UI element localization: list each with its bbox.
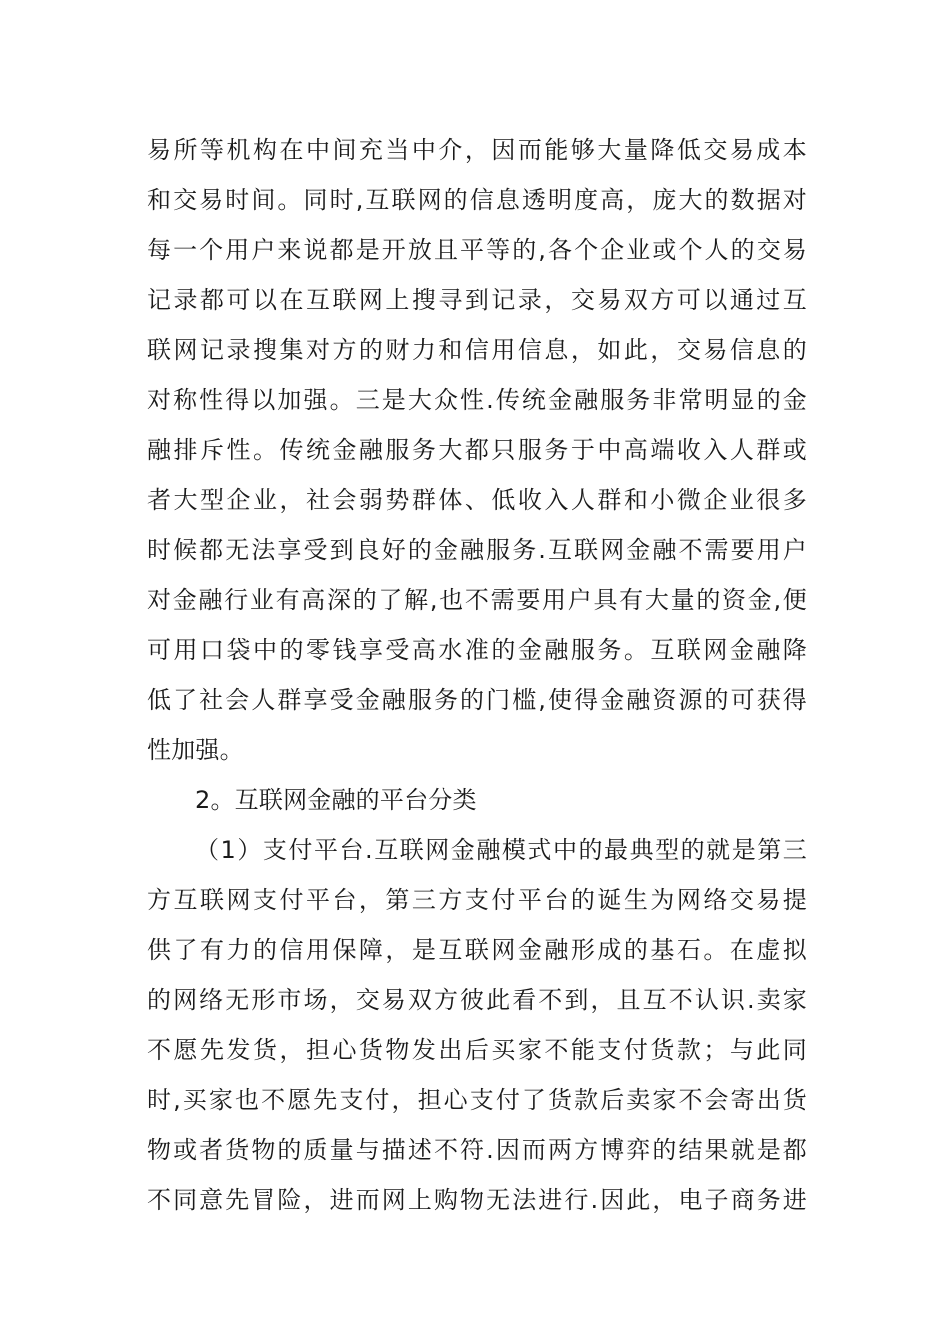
paragraph-2-line-2: 方互联网支付平台，第三方支付平台的诞生为网络交易提 (147, 886, 807, 914)
paragraph-2-line-7: 物或者货物的质量与描述不符.因而两方博弈的结果就是都 (147, 1136, 807, 1164)
paragraph-1-line-4: 记录都可以在互联网上搜寻到记录，交易双方可以通过互 (147, 286, 807, 314)
paragraph-1-line-11: 可用口袋中的零钱享受高水准的金融服务。互联网金融降 (147, 636, 807, 664)
paragraph-1-line-12: 低了社会人群享受金融服务的门槛,使得金融资源的可获得 (147, 686, 807, 714)
paragraph-1-line-1: 易所等机构在中间充当中介，因而能够大量降低交易成本 (147, 136, 807, 164)
paragraph-2-line-8: 不同意先冒险，进而网上购物无法进行.因此，电子商务进 (147, 1186, 807, 1214)
paragraph-1-line-2: 和交易时间。同时,互联网的信息透明度高，庞大的数据对 (147, 186, 807, 214)
paragraph-1-line-8: 者大型企业，社会弱势群体、低收入人群和小微企业很多 (147, 486, 807, 514)
paragraph-2-line-4: 的网络无形市场，交易双方彼此看不到，且互不认识.卖家 (147, 986, 807, 1014)
section-heading: 2。互联网金融的平台分类 (195, 786, 477, 814)
paragraph-1-line-13: 性加强。 (147, 736, 244, 764)
paragraph-1-line-10: 对金融行业有高深的了解,也不需要用户具有大量的资金,便 (147, 586, 807, 614)
paragraph-2-line-1: （1）支付平台.互联网金融模式中的最典型的就是第三 (195, 836, 807, 864)
paragraph-1-line-6: 对称性得以加强。三是大众性.传统金融服务非常明显的金 (147, 386, 807, 414)
paragraph-2-line-5: 不愿先发货，担心货物发出后买家不能支付货款；与此同 (147, 1036, 807, 1064)
paragraph-2-line-6: 时,买家也不愿先支付，担心支付了货款后卖家不会寄出货 (147, 1086, 807, 1114)
paragraph-1-line-9: 时候都无法享受到良好的金融服务.互联网金融不需要用户 (147, 536, 807, 564)
paragraph-1-line-3: 每一个用户来说都是开放且平等的,各个企业或个人的交易 (147, 236, 807, 264)
paragraph-2-line-3: 供了有力的信用保障，是互联网金融形成的基石。在虚拟 (147, 936, 807, 964)
paragraph-1-line-5: 联网记录搜集对方的财力和信用信息，如此，交易信息的 (147, 336, 807, 364)
paragraph-1-line-7: 融排斥性。传统金融服务大都只服务于中高端收入人群或 (147, 436, 807, 464)
